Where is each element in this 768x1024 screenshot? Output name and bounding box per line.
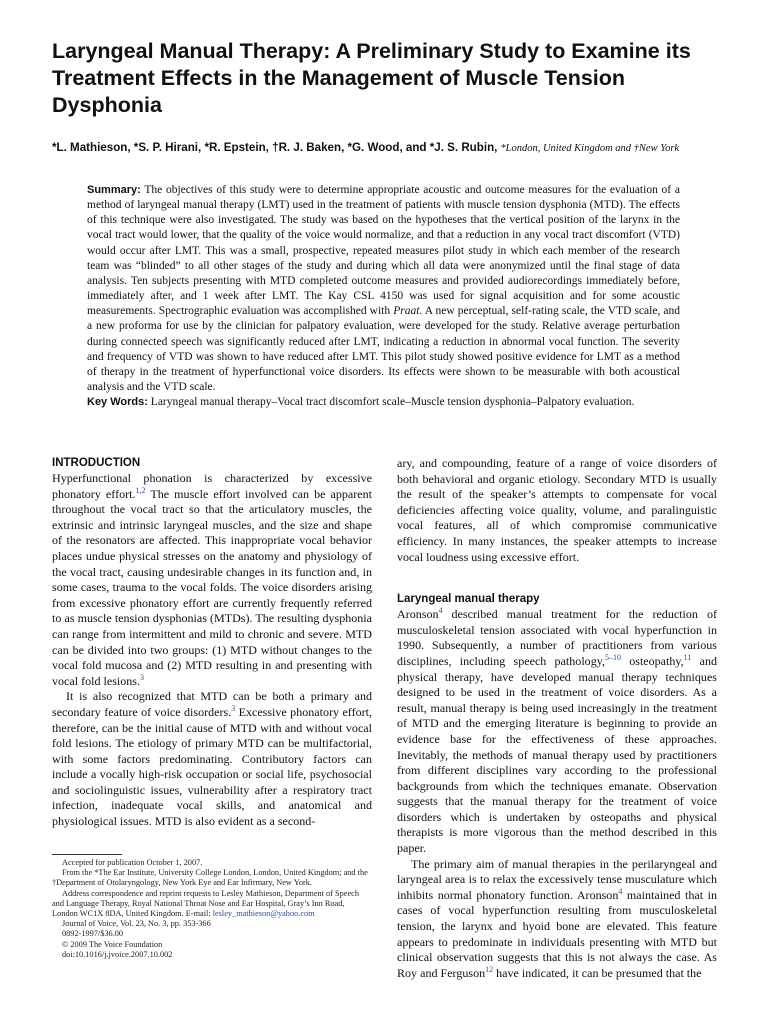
summary-text: The objectives of this study were to determine appropriate acoustic and outcome measures for the evaluation of a method of laryngeal manual therapy (LMT) used in the treatment of patients with muscle tension dysphonia (MTD). The effects of this technique were also investigated. The study was based on the hypotheses that the vertical position of the larynx in the vocal tract would lower, that the quality of the voice would normalize, and that a reduction in any vocal tract discomfort (VTD) would occur after LMT. This was a small, prospective, repeated measures pilot study in which each member of the research team was “blinded” to all other stages of the study and during which all data were anonymized until the final stage of data analysis. Ten subjects presenting with MTD completed outcome measures and provided audiorecordings immediately before, immediately after, and 1 week after LMT. The Kay CSL 4150 was used for signal acquisition and for some acoustic measurements. Spectrographic evaluation was accomplished with — [87, 184, 680, 318]
paragraph-text: The muscle effort involved can be apparent throughout the vocal tract so that the articulatory muscles, the extrinsic and intrinsic laryngeal muscles, and the size and shape of the resonators are affected. This inappropriate vocal behavior places undue physical stresses on the anatomy and physiology of the vocal tract, causing undesirable changes in its function and, in some cases, trauma to the vocal folds. The voice disorders arising from excessive phonatory effort are currently frequently referred to as muscle tension dysphonias (MTDs). The resulting dysphonia can range from intermittent and mild to chronic and severe. MTD can be divided into two groups: (1) MTD without changes to the vocal fold mucosa and (2) MTD resulting in and presenting with vocal fold lesions. — [52, 486, 372, 688]
footnotes — [52, 858, 370, 960]
subsection-heading-laryngeal-manual-therapy: Laryngeal manual therapy — [397, 593, 540, 606]
article-title: Laryngeal Manual Therapy: A Preliminary Study to Examine its Treatment Effects in the Management of Muscle Tension Dysphonia — [52, 39, 691, 117]
paragraph — [397, 607, 717, 857]
citation-link[interactable]: 3 — [140, 672, 144, 682]
footnote-address-text: Address correspondence and reprint requests to Lesley Mathieson, Department of Speech and Language Therapy, Royal National Throat Nose and Ear Hospital, Gray’s Inn Road, London WC1X 8DA, United Kingdom. E-mail: — [52, 888, 359, 919]
section-heading-introduction: INTRODUCTION — [52, 457, 141, 469]
paragraph — [52, 471, 372, 689]
keywords-text: Laryngeal manual therapy–Vocal tract discomfort scale–Muscle tension dysphonia–Palpatory evaluation. — [150, 396, 635, 409]
email-link[interactable]: lesley_mathieson@yahoo.com — [212, 909, 315, 919]
paragraph-text: Hyperfunctional phonation is characterized by excessive phonatory effort. — [52, 471, 372, 501]
keywords-label: Key Words: — [87, 396, 148, 409]
author-line — [52, 139, 720, 157]
right-column — [397, 456, 717, 981]
footnote-divider — [52, 854, 122, 855]
paragraph-text: have indicated, it can be presumed that the — [493, 965, 702, 980]
abstract — [87, 183, 680, 410]
footnote-copyright: © 2009 The Voice Foundation — [62, 939, 163, 949]
paragraph — [397, 857, 717, 982]
left-column — [52, 456, 372, 830]
author-affiliation: *London, United Kingdom and †New York — [500, 143, 680, 154]
footnote-doi[interactable]: doi:10.1016/j.jvoice.2007.10.002 — [62, 949, 173, 959]
paragraph-text: The primary aim of manual therapies in the perilaryngeal and laryngeal area is to relax the excessively tense musculature which inhibits normal phonatory function. Aronson — [397, 856, 717, 902]
summary-praat: Praat — [393, 305, 420, 318]
summary-text-2: . A new perceptual, self-rating scale, the VTD scale, and a new proforma for use by the clinician for palpatory evaluation, were developed for the study. Relative average perturbation during connected speech was significantly reduced after LMT, indicating a reduction in abnormal vocal function. The severity and frequency of VTD was shown to have reduced after LMT. This pilot study showed positive evidence for LMT as a method of therapy in the treatment of hyperfunctional voice disorders. Its effects were shown to be measurable with both acoustical analysis and the VTD scale. — [87, 305, 680, 394]
footnote-address — [52, 889, 370, 920]
footnote-journal: Journal of Voice, Vol. 23, No. 3, pp. 353-366 — [62, 919, 211, 929]
keywords — [87, 395, 680, 410]
paragraph: ary, and compounding, feature of a range of voice disorders of both behavioral and organic etiology. Secondary MTD is usually the result of the speaker’s attempts to compensate for vocal deficiencies affecting voice quality, volume, and paralinguistic vocal features, all of which compromise communicative efficiency. In many instances, the speaker attempts to increase vocal loudness using excessive effort. — [397, 456, 717, 564]
abstract-summary — [87, 183, 680, 395]
summary-label: Summary: — [87, 184, 141, 196]
citation-link[interactable]: 3 — [231, 703, 236, 713]
citation-link[interactable]: 11 — [683, 652, 692, 662]
paragraph-text: Aronson — [397, 607, 439, 622]
paragraph-text: maintained that in cases of vocal hyperfunction resulting from musculoskeletal tension, the larynx and hyoid bone are elevated. This feature appears to predominate in individuals presenting with MTD but clinical observation suggests that this is not always the case. As Roy and Ferguson — [397, 887, 717, 980]
footnote-accepted: Accepted for publication October 1, 2007. — [62, 858, 203, 867]
citation-link[interactable]: 5–10 — [604, 652, 621, 662]
citation-link[interactable]: 1,2 — [135, 485, 146, 495]
footnote-from: From the *The Ear Institute, University College London, London, United Kingdom; and the †Department of Otolaryngology, New York Eye and Ear Infirmary, New York. — [52, 868, 368, 888]
paragraph-text: described manual treatment for the reduction of musculoskeletal tension associated with vocal hyperfunction in 1990. Subsequently, a number of practitioners from various disciplines, including speech pathology, — [397, 607, 717, 668]
author-names: *L. Mathieson, *S. P. Hirani, *R. Epstein, †R. J. Baken, *G. Wood, and *J. S. Rubin, — [52, 141, 498, 154]
paragraph-text: and physical therapy, have developed manual therapy techniques designed to be used in the treatment of voice disorders. As a result, manual therapy is being used increasingly in the treatment of MTD and the emerging literature is beginning to provide an evidence base for the effectiveness of these approaches. Inevitably, the methods of manual therapy used by practitioners from different disciplines vary according to the professional backgrounds from which the techniques emanate. Observation suggests that the manual therapy for the treatment of voice disorders which is undertaken by osteopaths and physical therapists is more vigorous than the method described in this paper. — [397, 653, 717, 856]
citation-link[interactable]: 4 — [438, 606, 443, 616]
citation-link[interactable]: 4 — [618, 886, 623, 896]
paragraph-text: osteopathy, — [620, 653, 684, 668]
paragraph-text: It is also recognized that MTD can be both a primary and secondary feature of voice disorders. — [52, 689, 372, 719]
footnote-issn: 0892-1997/$36.00 — [62, 929, 124, 939]
paragraph-text: Excessive phonatory effort, therefore, can be the initial cause of MTD with and without vocal fold lesions. The etiology of primary MTD can be multifactorial, with some factors predominating. Contributory factors can include a vocally high-risk occupation or social life, psychosocial and sociolinguistic issues, vulnerability after a respiratory tract infection, inadequate vocal skills, and anatomical and physiological issues. MTD is also evident as a second- — [52, 704, 372, 829]
citation-link[interactable]: 12 — [485, 964, 494, 974]
paragraph — [52, 689, 372, 829]
